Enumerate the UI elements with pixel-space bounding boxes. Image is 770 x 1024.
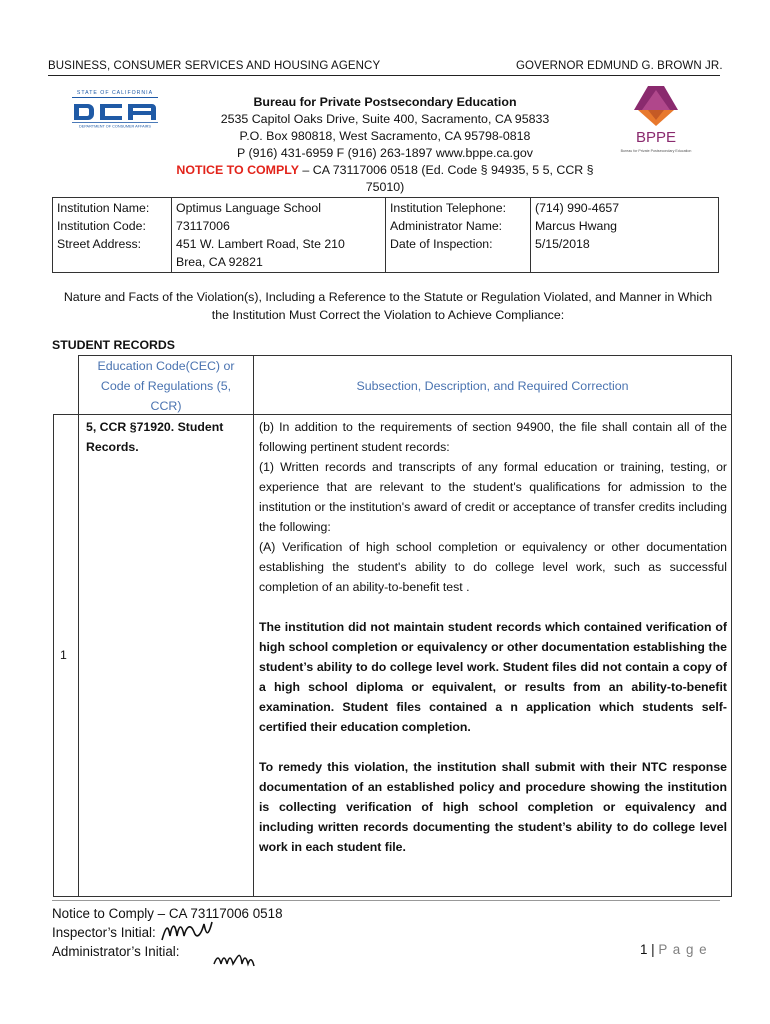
intro-line2: the Institution Must Correct the Violation to Achieve Compliance: <box>211 308 565 322</box>
notice-line <box>160 162 610 196</box>
svg-text:BPPE: BPPE <box>635 129 677 146</box>
institution-name: Optimus Language School <box>176 201 321 215</box>
footer-rule <box>52 900 720 901</box>
bureau-contact: P (916) 431-6959 F (916) 263-1897 www.bppe.ca.gov <box>237 146 533 160</box>
page-number: 1 <box>640 942 648 957</box>
notice-reference: – CA 73117006 0518 (Ed. Code § 94935, 5 5, CCR § 75010) <box>298 163 594 194</box>
intro-line1: Nature and Facts of the Violation(s), Including a Reference to the Statute or Regulation Violated, and Manner in Which <box>63 290 713 304</box>
institution-info-table <box>52 197 719 273</box>
section-title: STUDENT RECORDS <box>52 338 175 352</box>
administrator-name: Marcus Hwang <box>535 219 618 233</box>
table-border-left-top <box>78 355 79 414</box>
violation-finding: The institution did not maintain student records which contained verification of high school completion or equivalency or other documentation establishing the student’s ability to do college level work. Student files did not contain a copy of a high school diploma or equivalent, or results from an ability-to-benefit examination. Student files contained a n application which students self-certified their education completion. <box>259 620 727 734</box>
inspection-date-label: Date of Inspection: <box>390 237 493 251</box>
required-remedy: To remedy this violation, the institution shall submit with their NTC response documentation of an established policy and procedure showing the institution is collecting verification of high school completion or equivalency and including written records documenting the student’s ability to do college level work in each student file. <box>259 760 727 854</box>
administrator-signature <box>212 944 262 970</box>
page-indicator <box>640 942 708 957</box>
row-number: 1 <box>60 648 67 662</box>
description-cell <box>259 417 727 857</box>
col-header-description: Subsection, Description, and Required Correction <box>356 379 629 393</box>
street-address-line1: 451 W. Lambert Road, Ste 210 <box>176 237 345 251</box>
contact-labels <box>386 198 531 273</box>
table-border-right <box>731 355 732 897</box>
institution-code: 73117006 <box>176 219 230 233</box>
bureau-address-block <box>160 94 610 196</box>
institution-telephone-label: Institution Telephone: <box>390 201 506 215</box>
svg-text:Bureau for Private Postseconda: Bureau for Private Postsecondary Education <box>620 149 692 153</box>
administrator-initial-label: Administrator’s Initial: <box>52 944 180 959</box>
table-border-left <box>53 414 54 897</box>
bureau-address-line2: P.O. Box 980818, West Sacramento, CA 95798-0818 <box>239 129 531 143</box>
bppe-logo <box>618 84 694 156</box>
institution-values <box>172 198 386 273</box>
requirement-1: (1) Written records and transcripts of any formal education or training, testing, or experience that are relevant to the student's qualifications for admission to the institution or the institution's award of credit or acceptance of transfer credits including the following: <box>259 460 727 534</box>
table-divider-citation <box>253 355 254 897</box>
institution-code-label: Institution Code: <box>57 219 146 233</box>
citation-cell: 5, CCR §71920. Student Records. <box>86 420 224 454</box>
contact-values <box>531 198 719 273</box>
table-divider-number <box>78 414 79 897</box>
bureau-address-line1: 2535 Capitol Oaks Drive, Suite 400, Sacramento, CA 95833 <box>220 112 550 126</box>
requirement-b: (b) In addition to the requirements of section 94900, the file shall contain all of the following pertinent student records: <box>259 420 727 454</box>
administrator-name-label: Administrator Name: <box>390 219 503 233</box>
inspector-signature <box>160 916 220 946</box>
header-rule <box>48 75 720 76</box>
street-address-label: Street Address: <box>57 237 142 251</box>
institution-name-label: Institution Name: <box>57 201 150 215</box>
inspection-date: 5/15/2018 <box>535 237 590 251</box>
notice-label: NOTICE TO COMPLY <box>176 163 299 177</box>
inspector-initial-label: Inspector’s Initial: <box>52 925 156 940</box>
table-border-bottom <box>53 896 731 897</box>
page-separator: | <box>647 942 659 957</box>
footer-notice: Notice to Comply – CA 73117006 0518 <box>52 906 283 921</box>
bureau-name: Bureau for Private Postsecondary Education <box>253 95 517 109</box>
svg-text:DEPARTMENT OF CONSUMER AFFAIRS: DEPARTMENT OF CONSUMER AFFAIRS <box>79 124 151 128</box>
institution-labels <box>53 198 172 273</box>
street-address-line2: Brea, CA 92821 <box>176 255 263 269</box>
page-word: P a g e <box>658 942 708 957</box>
agency-name: BUSINESS, CONSUMER SERVICES AND HOUSING AGENCY <box>48 60 381 72</box>
dca-logo <box>70 88 160 128</box>
requirement-a: (A) Verification of high school completion or equivalency or other documentation establishing the student's ability to do college level work, such as successful completion of an ability-to-benefit test . <box>259 540 727 594</box>
col-header-code: Education Code(CEC) or Code of Regulations (5, CCR) <box>97 359 235 413</box>
violation-intro <box>48 288 728 324</box>
governor-name: GOVERNOR EDMUND G. BROWN JR. <box>516 60 723 72</box>
svg-text:STATE OF CALIFORNIA: STATE OF CALIFORNIA <box>76 90 154 96</box>
institution-telephone: (714) 990-4657 <box>535 201 620 215</box>
